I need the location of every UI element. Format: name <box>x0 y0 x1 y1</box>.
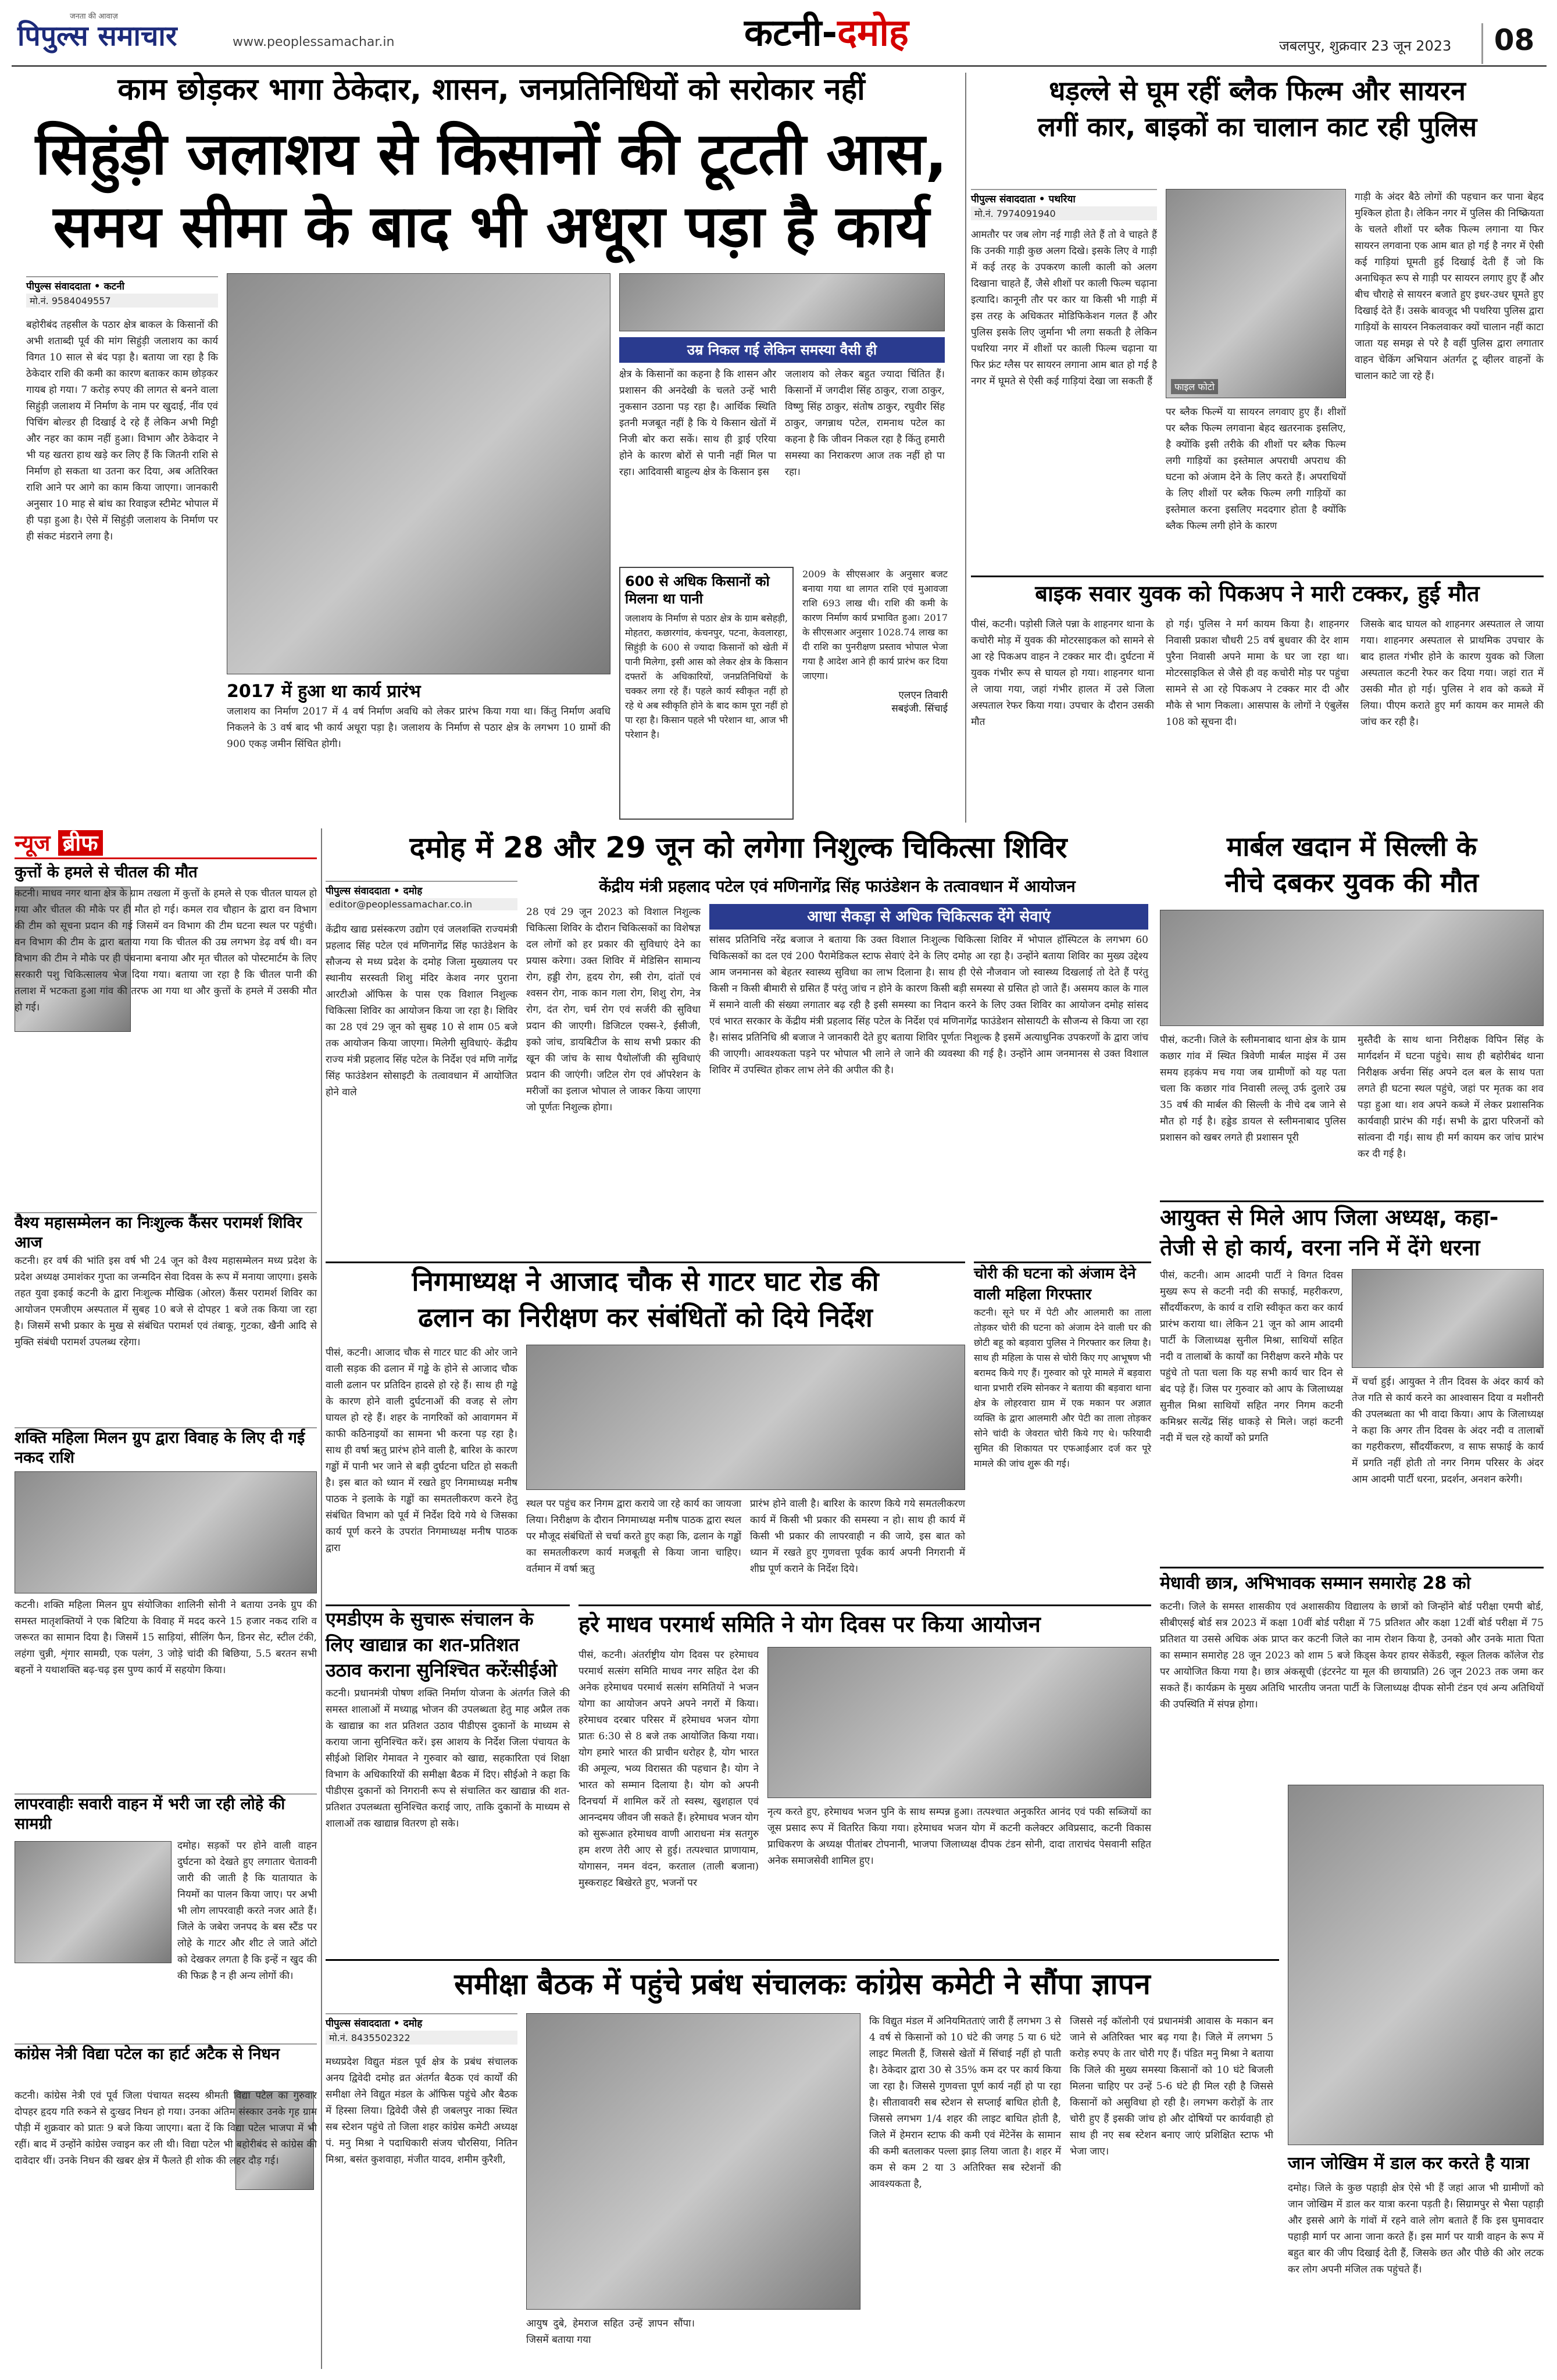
ayukt-story <box>1160 1200 1547 1561</box>
lead-col1: बहोरीबंद तहसील के पठार क्षेत्र बाकल के किसानों की अभी शताब्दी पूर्व की मांग सिहुंड़ी जलाशय का कार्य विगत 10 साल से बंद पड़ा है। बताया जा रहा है कि ठेकेदार राशि की कमी का कारण बताकर काम छोड़कर गायब हो गया। 7 करोड़ रुपए की लागत से बनने वाला सिहुंड़ी जलाशय में निर्माण के नाम पर खुदाई, नींव एवं पिचिंग बोल्डर ही दिखाई दे रहे हैं लेकिन अभी मिट्टी और नहर का काम नहीं हुआ। विभाग और ठेकेदार ने भी यह खतरा हाथ खड़े कर लिए हैं कि जितनी राशि से निर्माण हो सकता था उतना कर दिया, अब अतिरिक्त राशि आने पर आगे का काम किया जाएगा। जानकारी अनुसार 10 माह से बांध का रिवाइज स्टीमेट भोपाल में ही पड़ा हुआ है। ऐसे में सिहुंड़ी जलाशय के निर्माण पर ही संकट मंडराने लगा है। <box>26 319 222 542</box>
page-number: 08 <box>1481 23 1545 64</box>
health-byline-text: पीपुल्स संवाददाता • दमोह <box>326 885 423 897</box>
health-email[interactable]: editor@peoplessamachar.co.in <box>326 898 517 910</box>
lead-headline-1: सिहुंड़ी जलाशय से किसानों की टूटती आस, <box>35 120 948 188</box>
sirens-byline-text: पीपुल्स संवाददाता • पथरिया <box>971 194 1076 205</box>
yoga-story <box>578 1604 1155 1930</box>
lead-byline <box>26 276 218 308</box>
lead-headline-2: समय सीमा के बाद भी अधूरा पड़ा है कार्य <box>53 192 930 260</box>
pds-text: कटनी। प्रधानमंत्री पोषण शक्ति निर्माण योजना के अंतर्गत जिले की समस्त शालाओं में मध्याह्न भोजन की उपलब्धता हेतु माह अप्रैल तक के खाद्यान्न का शत प्रतिशत उठाव पीडीएस दुकानों के माध्यम से कराया जाना सुनिश्चित करें। इस आशय के निर्देश जिला पंचायत के सीईओ शिशिर गेमावत ने गुरुवार को खाद्य, सहकारिता एवं शिक्षा विभाग के अधिकारियों की समीक्षा बैठक में दिए। सीईओ ने कहा कि पीडीएस दुकानों को निगरानी रूप से संचालित कर खाद्यान्न की शत-प्रतिशत उपलब्धता सुनिश्चित कराई जाए, ताकि दुकानों के माध्यम से शालाओं तक खाद्यान्न वितरण हो सके। <box>326 1688 573 1829</box>
brief2-title: वैश्य महासम्मेलन का निःशुल्क कैंसर परामर्श शिविर आज <box>15 1214 302 1252</box>
pds-headline-1: एमडीएम के सुचारू संचालन के <box>326 1608 534 1630</box>
review-byline-text: पीपुल्स संवाददाता • दमोह <box>326 2018 423 2029</box>
lead-photo-caption: 2017 में हुआ था कार्य प्रारंभ <box>227 681 421 702</box>
health-box-text: सांसद प्रतिनिधि नरेंद्र बजाज ने बताया कि उक्त विशाल निःशुल्क चिकित्सा शिविर में भोपाल हॉस्पिटल के लगभग 60 चिकित्सकों का दल एवं 200 पैरामेडिकल स्टाफ सेवाएं देने के लिए दमोह आ रहा है। उन्होंने बताया शिविर का मुख्य उद्देश्य आम जनमानस को बेहतर स्वास्थ्य सुविधा का लाभ दिलाना है। साथ ही ऐसे नौजवान जो स्वास्थ्य दिखलाई तो देते हैं परंतु किसी न किसी बीमारी से ग्रसित हैं परंतु जांच न होने के कारण किसी बड़ी समस्या से ग्रसित हो जाते हैं। असमय काल के गाल में समाने वाली की संख्या लगातार बढ़ रही है इसी समस्या का निदान करने के लिए उक्त शिविर का आयोजन दमोह सांसद एवं भारत सरकार के केंद्रीय मंत्री प्रहलाद सिंह पटेल के निर्देश एवं मणिनागेंद्र फाउंडेशन सोसायटी के सौजन्य से किया जा रहा है। सांसद प्रतिनिधि श्री बजाज ने जानकारी देते हुए बताया शिविर पूर्णतः निशुल्क है इसमें अत्याधुनिक उपकरणों के द्वारा जांच की जाएगी। आवश्यकता पड़ने पर भोपाल भी लाने ले जाने की व्यवस्था की गई है। उन्होंने आम जनमानस से उक्त विशाल शिविर में उपस्थित होकर लाभ लेने की अपील की है। <box>709 934 1152 1076</box>
risk-text: दमोह। जिले के कुछ पहाड़ी क्षेत्र ऐसे भी हैं जहां आज भी ग्रामीणों को जान जोखिम में डाल कर यात्रा करना पड़ती है। सिग्रामपुर से भैसा पहाड़ी और इससे आगे के गांवों में रहने वाले लोग बताते हैं कि इस घुमावदार पहाड़ी मार्ग पर आना जाना करते हैं। इस मार्ग पर यात्री वाहन के रूप में बहुत बार की जीप दिखाई देती हैं, जिसके छत और पीछे की ओर लटक कर लोग अपनी मंजिल तक पहुंचते हैं। <box>1288 2182 1547 2275</box>
lead-photo-caption-box <box>227 680 614 820</box>
sirens-photo <box>1166 189 1346 398</box>
section-sep: - <box>822 12 838 55</box>
ayukt-photo <box>1352 1269 1544 1368</box>
health-subhead: केंद्रीय मंत्री प्रहलाद पटेल एवं मणिनागेंद्र सिंह फाउंडेशन के तत्वावधान में आयोजन <box>599 877 1076 896</box>
sirens-phone: मो.नं. 7974091940 <box>971 206 1157 220</box>
brief3-title: शक्ति महिला मिलन ग्रुप द्वारा विवाह के लिए दी गई नकद राशि <box>15 1429 305 1467</box>
marble-col2: मुस्तैदी के साथ थाना निरीक्षक विपिन सिंह के मार्गदर्शन में घटना पहुंचे। साथ ही बहोरीबंद थाना निरीक्षक अर्चना सिंह अपने दल बल के साथ पता लगते ही घटना स्थल पहुंचे, जहां पर मृतक का शव पड़ा हुआ था। शव अपने कब्जे में लेकर प्रशासनिक कार्यवाही प्रारंभ की गई। सभी के द्वारा परिजनों को सांत्वना दी गई। साथ ही मर्ग कायम कर जांच प्रारंभ कर दी गई है। <box>1358 1034 1547 1160</box>
brief1-title: कुत्तों के हमले से चीतल की मौत <box>15 863 198 881</box>
brief4-text: दमोह। सड़कों पर होने वाली वाहन दुर्घटना को देखते हुए लगातार चेतावनी जारी की जाती है कि यातायात के नियमों का पालन किया जाए। पर अभी भी लोग लापरवाही करते नजर आते हैं। जिले के जबेरा जनपद के बस स्टैंड पर लोहे के गाटर और शीट ले जाते ऑटो को देखकर लगता है कि इन्हें न खुद की की फिक्र है न ही अन्य लोगों की। <box>177 1840 320 1982</box>
brief5 <box>15 2043 320 2366</box>
brief2-text: कटनी। हर वर्ष की भांति इस वर्ष भी 24 जून को वैश्य महासम्मेलन मध्य प्रदेश के प्रदेश अध्यक्ष उमाशंकर गुप्ता का जन्मदिन सेवा दिवस के रूप में मनाया जाएगा। इसके तहत युवा इकाई कटनी के द्वारा निःशुल्क मौखिक (ओरल) कैंसर परामर्श शिविर का आयोजन एमजीएम अस्पताल में सुबह 10 बजे से दोपहर 1 बजे तक किया जा रहा है। जिसमें सभी प्रकार के मुख से संबंधित परामर्श एवं तंबाकू, गुटका, खैनी आदि से मुक्ति संबंधी परामर्श उपलब्ध रहेगा। <box>15 1255 320 1348</box>
risk-story <box>1288 1785 1547 2372</box>
nigam-photo <box>526 1345 965 1490</box>
medha-text: कटनी। जिले के समस्त शासकीय एवं अशासकीय विद्यालय के छात्रों को जिन्होंने बोर्ड परीक्षा एमपी बोर्ड, सीबीएसई बोर्ड सत्र 2023 में कक्षा 10वीं बोर्ड परीक्षा में 75 प्रतिशत और कक्षा 12वीं बोर्ड परीक्षा में 75 प्रतिशत या उससे अधिक अंक प्राप्त कर कटनी जिले का नाम रोशन किया है, उनको और उनके माता पिता का सम्मान समारोह 28 जून 2023 को शाम 5 बजे किड्स केयर हायर सेकेंडरी, स्कूल तिलक कॉलेज रोड पर आयोजित किया गया है। छात्र अंकसूची (इंटरनेट या मूल की छायाप्रति) 26 जून 2023 तक जमा कर सकते हैं। कार्यक्रम के मुख्य अतिथि भारतीय जनता पार्टी के जिलाध्यक्ष दीपक सोनी टंडन एवं अन्य अतिथियों की उपस्थिति में संपन्न होगा। <box>1160 1601 1547 1710</box>
sirens-headline-1: धड़ल्ले से घूम रहीं ब्लैक फिल्म और सायरन <box>1049 75 1466 106</box>
lead-box-engineer-role: सबइंजी. सिंचाई <box>891 703 948 714</box>
pds-story <box>326 1604 573 1953</box>
column-rule-2 <box>321 828 322 2369</box>
lead-byline-text: पीपुल्स संवाददाता • कटनी <box>26 281 125 292</box>
lead-phone: मो.नं. 9584049557 <box>26 294 218 308</box>
marble-story <box>1160 828 1547 1195</box>
brief4-photo <box>15 1841 172 1963</box>
brief5-text: कटनी। कांग्रेस नेत्री एवं पूर्व जिला पंचायत सदस्य श्रीमती विद्या पटेल का गुरुवार दोपहर हृदय गति रुकने से दुःखद निधन हो गया। उनका अंतिम संस्कार उनके गृह ग्राम पौड़ी में शुक्रवार को प्रातः 9 बजे किया जाएगा। बता दें कि विद्या पटेल भाजपा में भी रहीं। बाद में उन्होंने कांग्रेस ज्वाइन कर ली थी। विद्या पटेल भी बहोरीबंद से कांग्रेस की दावेदार थीं। उनके निधन की खबर क्षेत्र में फैलते ही शोक की लहर दौड़ गई। <box>15 2090 320 2167</box>
brief3-text: कटनी। शक्ति महिला मिलन ग्रुप संयोजिका शालिनी सोनी ने बताया उनके ग्रुप की समस्त मातृशक्तियों ने एक बिटिया के विवाह में मदद करने 15 हजार नकद राशि व जरूरत का सामान दिया है। जिसमें 15 साड़ियां, सीलिंग फैन, डिनर सेट, स्टील टंकी, लहंगा चुन्नी, शृंगार सामग्री, एक पलंग, 3 जोड़े चांदी की बिछिया, 5.5 बरतन सभी बहनों ने यथाशक्ति बढ़-चढ़ इस पुण्य कार्य में सहयोग किया। <box>15 1599 320 1676</box>
lead-box-farmers-text: जलाशय के निर्माण से पठार क्षेत्र के ग्राम बसेहड़ी, मोहतरा, कछारगांव, कंचनपुर, पटना, केवलारहा, सिहुंड़ी के 600 से ज्यादा किसानों को खेती में पानी मिलेगा, इसी आस को लेकर क्षेत्र के किसान दफ्तरों के अधिकारियों, जनप्रतिनिधियों के चक्कर लगा रहे हैं। पहले कार्य स्वीकृत नहीं हो रहे थे अब स्वीकृति होने के बाद काम पूरा नहीं हो पा रहा है। किसान पहले भी परेशान था, आज भी परेशान है। <box>625 613 791 740</box>
section-right: दमोह <box>837 12 909 55</box>
marble-col1: पीसं, कटनी। जिले के स्लीमनाबाद थाना क्षेत्र के ग्राम कछार गांव में स्थित त्रिवेणी मार्बल माइंस में उस समय हड़कंप मच गया जब ग्रामीणों को यह पता चला कि कछार गांव निवासी लल्लू उर्फ दुलारे उम्र 35 वर्ष की मार्बल की सिल्ली के नीचे दब जाने से मौत हो गई है। हड्डेड डायल से स्लीमनाबाद पुलिस प्रशासन को खबर लगते ही प्रशासन पूरी <box>1160 1034 1349 1143</box>
brief3-photo <box>15 1471 317 1593</box>
lead-col3: जलाशय को लेकर बहुत ज्यादा चिंतित हैं। किसानों में जगदीश सिंह ठाकुर, राजा ठाकुर, विष्णु सिंह ठाकुर, संतोष ठाकुर, रघुवीर सिंह ठाकुर, जगन्नाथ पटेल, रामनाथ पटेल का कहना है कि जीवन निकल रहा है किंतु हमारी समस्या का निराकरण आज तक नहीं हो पा रहा। <box>785 369 948 478</box>
sirens-story <box>971 73 1547 573</box>
lead-col2: क्षेत्र के किसानों का कहना है कि शासन और प्रशासन की अनदेखी के चलते उन्हें भारी नुकसान उठाना पड़ रहा है। आर्थिक स्थिति इतनी मजबूत नहीं है कि ये किसान खेतों में निजी बोर करा सकें। साथ ही ड्राई एरिया होने के कारण बोरों से पानी नहीं मिल पा रहा। आदिवासी बाहुल्य क्षेत्र के किसान इस <box>619 369 780 478</box>
brief1-text: कटनी। माधव नगर थाना क्षेत्र के ग्राम तखला में कुत्तों के हमले से एक चीतल घायल हो गया और चीतल की मौके पर ही मौत हो गई। कमल राव चौहान के द्वारा वन विभाग की टीम को सूचना प्रदान की गई जिसमें वन विभाग की टीम घटना स्थल पर पहुंची। वन विभाग की टीम के द्वारा बताया गया कि चीतल की उम्र लगभग डेढ़ वर्ष थी। वन विभाग की टीम ने मौके पर ही पंचनामा बनाया और मृत चीतल को पोस्टमार्टम के लिए सरकारी पशु चिकित्सालय भेज दिया गया। बताया जा रहा है कि चीतल पानी की तलाश में भटकता हुआ गांव की तरफ आ गया था और कुत्तों के हमले में उसकी मौत हो गई। <box>15 888 320 1013</box>
nigam-col2: प्रारंभ होने वाली है। बारिश के कारण किये गये समतलीकरण कार्य में किसी भी प्रकार की समस्या न हो। साथ ही कार्य में किसी भी प्रकार की लापरवाही न की जाये, इस बात को ध्यान में रखते हुए गुणवत्ता पूर्वक कार्य अपनी निगरानी में शीघ्र पूर्ण कराने के निर्देश दिये। <box>750 1498 969 1575</box>
brief2 <box>15 1212 320 1421</box>
nigam-headline-1: निगमाध्यक्ष ने आजाद चौक से गाटर घाट रोड की <box>412 1266 879 1297</box>
sirens-col3: गाड़ी के अंदर बैठे लोगों की पहचान कर पाना बेहद मुश्किल होता है। लेकिन नगर में पुलिस की निष्क्रियता के चलते शीशों पर ब्लैक फिल्म लगाना या फिर सायरन लगवाना एक आम बात हो गई है नगर में ऐसी कई गाड़ियां घूमती हुई दिखाई देती हैं जो कि अनाधिकृत रूप से गाड़ी पर सायरन लगाए हुए हैं और बीच चौराहे से सायरन बजाते हुए इधर-उधर घूमते हुए दिखाई देते हैं। उसके बावजूद भी पथरिया पुलिस द्वारा गाड़ियों के सायरन निकलवाकर क्यों चालान नहीं काटा जाता यह समझ से परे है वहीं पुलिस द्वारा लगातार वाहन चेकिंग अभियान अंतर्गत टू व्हीलर वाहनों के चालान काटे जा रहे हैं। <box>1355 191 1547 382</box>
health-story <box>326 828 1151 1256</box>
ayukt-col2: में चर्चा हुई। आयुक्त ने तीन दिवस के अंदर कार्य को तेज गति से कार्य करने का आश्वासन दिया व मशीनरी की उपलब्धता का भी वादा किया। आप के जिलाध्यक्ष ने कहा कि अगर तीन दिवस के अंदर नदी व तालाबों का गहरीकरण, सौंदर्यीकरण, व साफ सफाई के कार्य में प्रगति नहीं होती तो नगर निगम परिसर के अंदर आम आदमी पार्टी धरना, प्रदर्शन, अनशन करेगी। <box>1352 1376 1547 1485</box>
dateline: जबलपुर, शुक्रवार 23 जून 2023 <box>1279 38 1452 54</box>
marble-headline-2: नीचे दबकर युवक की मौत <box>1224 867 1479 898</box>
sirens-col1: आमतौर पर जब लोग नई गाड़ी लेते हैं तो वे चाहते हैं कि उनकी गाड़ी कुछ अलग दिखे। इसके लिए वे गाड़ी में कई तरह के उपकरण काली काली को अलग दिखाना चाहते हैं, जैसे शीशों पर काली फिल्म चढ़ाना इत्यादि। कानूनी तौर पर कार या किसी भी गाड़ी में इस तरह के अधिकतर मोडिफिकेशन गलत हैं और पुलिस इसके लिए जुर्माना भी लगा सकती है लेकिन पथरिया नगर में शीशों पर काली फिल्म चढ़ाना या फिर फ्रंट ग्लैस पर सायरन लगाना आम बात हो गई है नगर में घूमते से ऐसी कई गाड़ियां देखा जा सकती हैं <box>971 229 1160 387</box>
risk-photo <box>1288 1785 1544 2145</box>
nigam-story <box>326 1262 969 1599</box>
marble-headline-1: मार्बल खदान में सिल्ली के <box>1226 831 1477 862</box>
news-brief-b: ब्रीफ <box>58 830 103 856</box>
column-rule <box>965 73 966 823</box>
health-byline <box>326 881 517 910</box>
review-headline: समीक्षा बैठक में पहुंचे प्रबंध संचालकः कांग्रेस कमेटी ने सौंपा ज्ञापन <box>454 1967 1151 2001</box>
sirens-col2: पर ब्लैक फिल्में या सायरन लगवाए हुए हैं। शीशों पर ब्लैक फिल्म लगवाना बेहद खतरनाक इसलिए, है क्योंकि इसी तरीके की शीशों पर ब्लैक फिल्म लगी गाड़ियों का इस्तेमाल अपराधी अपराध की घटना को अंजाम देने के लिए करते हैं। अपराधियों के लिए शीशों पर ब्लैक फिल्म लगी गाड़ियों का इस्तेमाल करना इसलिए मददगार होता है क्योंकि ब्लैक फिल्म लगी होने के कारण <box>1166 406 1349 532</box>
section-left: कटनी <box>744 12 822 55</box>
nigam-cap: स्थल पर पहुंच कर निगम द्वारा कराये जा रहे कार्य का जायजा लिया। निरीक्षण के दौरान निगमाध्यक्ष मनीष पाठक द्वारा स्थल पर मौजूद संबंधितों से चर्चा करते हुए कहा कि, ढलान के गड्ढों का समतलीकरण कार्य मजबूती से किया जाना चाहिए। वर्तमान में वर्षा ऋतु <box>526 1498 745 1575</box>
review-photo <box>526 2013 860 2310</box>
health-headline: दमोह में 28 और 29 जून को लगेगा निशुल्क चिकित्सा शिविर <box>409 831 1067 864</box>
news-brief-column <box>15 828 320 2369</box>
lead-kicker: काम छोड़कर भागा ठेकेदार, शासन, जनप्रतिनिधियों को सरोकार नहीं <box>117 72 865 107</box>
news-brief-label <box>15 828 317 859</box>
lead-photo <box>227 273 610 674</box>
theft-headline: चोरी की घटना को अंजाम देने वाली महिला गिरफ्तार <box>974 1265 1136 1303</box>
review-byline <box>326 2013 517 2045</box>
theft-story <box>974 1262 1155 1599</box>
health-col1: केंद्रीय खाद्य प्रसंस्करण उद्योग एवं जलशक्ति राज्यमंत्री प्रहलाद सिंह पटेल एवं मणिनागेंद्र सिंह फाउंडेशन के सौजन्य से मध्य प्रदेश के दमोह जिला मुख्यालय पर स्थानीय सरस्वती शिशु मंदिर केशव नगर पुराना आरटीओ ऑफिस के पास एक विशाल निशुल्क चिकित्सा शिविर का आयोजन किया जा रहा है। शिविर का 28 एवं 29 जून को सुबह 10 से शाम 05 बजे तक आयोजन किया जाएगा। मिलेगी सुविधाएं- केंद्रीय राज्य मंत्री प्रहलाद सिंह पटेल के निर्देश एवं मणि नागेंद्र सिंह फाउंडेशन सोसाइटी के तत्वावधान में आयोजित होने वाले <box>326 924 521 1098</box>
health-col2: 28 एवं 29 जून 2023 को विशाल निशुल्क चिकित्सा शिविर के दौरान चिकित्सकों का विशेषज्ञ दल लोगों को हर प्रकार की सुविधाएं देने का प्रयास करेगा। उक्त शिविर में मेडिसिन सामान्य रोग, हड्डी रोग, हृदय रोग, स्त्री रोग, दांतों एवं श्वसन रोग, नाक कान गला रोग, शिशु रोग, नेत्र रोग, दंत रोग, चर्म रोग एवं सर्जरी की सुविधा प्रदान की जाएगी। डिजिटल एक्स-रे, ईसीजी, इको जांच, डायबिटीज के साथ सभी प्रकार की खून की जांच के साथ पैथोलॉजी की सुविधाएं प्रदान की जाएंगी। जटिल रोग एवं ऑपरेशन के मरीजों का इलाज भोपाल ले जाकर किया जाएगा जो पूर्णतः निशुल्क होगा। <box>526 906 704 1113</box>
review-col1: मध्यप्रदेश विद्युत मंडल पूर्व क्षेत्र के प्रबंध संचालक अनय द्विवेदी दमोह व्रत अंतर्गत बैठक एवं कार्यों की समीक्षा लेने विद्युत मंडल के ऑफिस पहुंचे और बैठक में हिस्सा लिया। द्विवेदी जैसे ही जबलपुर नाका स्थित सब स्टेशन पहुंचे तो जिला शहर कांग्रेस कमेटी अध्यक्ष पं. मनु मिश्रा ने पदाधिकारी संजय चौरसिया, नितिन मिश्रा, बसंत कुशवाहा, मंजीत यादव, शमीम कुरैशी, <box>326 2056 521 2165</box>
lead-box-engineer <box>802 567 951 820</box>
theft-text: कटनी। सूने घर में पेटी और आलमारी का ताला तोड़कर चोरी की घटना को अंजाम देने वाली घर की छोटी बहू को बड़वारा पुलिस ने गिरफ्तार कर लिया है। साथ ही महिला के पास से चोरी किए गए आभूषण भी बरामद किये गए हैं। गुरुवार को पूरे मामले में बड़वारा थाना प्रभारी रश्मि सोनकर ने बताया की बड़वारा थाना क्षेत्र के लोहरवारा ग्राम में एक मकान पर अज्ञात व्यक्ति के द्वारा आलमारी और पेटी का ताला तोड़कर सोने चांदी के जेवरात चोरी किये गए थे। फरियादी सुमित की शिकायत पर एफआईआर दर्ज कर पूरे मामले की जांच शुरू की गई। <box>974 1307 1155 1469</box>
yoga-col1: पीसं, कटनी। अंतर्राष्ट्रीय योग दिवस पर हरेमाधव परमार्थ सत्संग समिति माधव नगर सहित देश की अनेक हरेमाधव परमार्थ सत्संग समितियों ने भजन योगा का आयोजन अपने अपने नगरों में किया। हरेमाधव दरबार परिसर में हरेमाधव भजन योगा प्रातः 6:30 से 8 बजे तक आयोजित किया गया। योग हमारे भारत की प्राचीन धरोहर है, योग भारत की अमूल्य, भव्य विरासत की पहचान है। योग ने भारत को सम्मान दिलाया है। योग को अपनी दिनचर्या में शामिल करें तो स्वस्थ, खुशहाल एवं आनन्दमय जीवन जी सकते हैं। हरेमाधव भजन योग को सुरूआत हरेमाधव वाणी आराधना मंत्र सतगुरु हम शरण तेरी आए से हुई। तत्पश्चात प्राणायाम, योगासन, नमन वंदन, करताल (ताली बजाना) मुस्कराहट बिखेरते हुए, भजनों पर <box>578 1649 762 1889</box>
website[interactable]: www.peoplessamachar.in <box>233 35 395 49</box>
ayukt-headline-1: आयुक्त से मिले आप जिला अध्यक्ष, कहा- <box>1160 1205 1499 1230</box>
review-caption: आयुष दुबे, हेमराज सहित उन्हें ज्ञापन सौंपा। जिसमें बताया गया <box>526 2318 698 2346</box>
review-phone: मो.नं. 8435502322 <box>326 2031 517 2045</box>
sirens-photo-label: फाइल फोटो <box>1171 379 1218 394</box>
yoga-photo <box>767 1647 1151 1798</box>
marble-photo <box>1160 910 1544 1026</box>
pds-headline-3: उठाव कराना सुनिश्चित करेंःसीईओ <box>326 1659 558 1681</box>
sirens-byline <box>971 189 1157 220</box>
risk-headline: जान जोखिम में डाल कर करते है यात्रा <box>1288 2153 1530 2174</box>
health-box-title: आधा सैकड़ा से अधिक चिकित्सक देंगे सेवाएं <box>709 904 1148 930</box>
pds-headline-2: लिए खाद्यान्न का शत-प्रतिशत <box>326 1634 520 1656</box>
masthead <box>0 0 1557 67</box>
bike-col3: जिसके बाद घायल को शाहनगर अस्पताल ले जाया गया। शाहनगर अस्पताल से प्राथमिक उपचार के बाद हालत गंभीर होने के कारण युवक को जिला अस्पताल कटनी रेफर कर दिया गया। जहां रात में उसकी मौत हो गई। पुलिस ने शव को कब्जे में लिया। पीएम कराते हुए मर्ग कायम कर मामले की जांच कर रही है। <box>1360 619 1547 728</box>
lead-photo-text: जलाशय का निर्माण 2017 में 4 वर्ष निर्माण अवधि को लेकर प्रारंभ किया गया था। किंतु निर्माण अवधि निकलने के 3 वर्ष बाद भी कार्य अधूरा पड़ा है। जलाशय के निर्माण से पठार क्षेत्र के लगभग 10 ग्रामों की 900 एकड़ जमीन सिंचित होगी। <box>227 706 614 750</box>
yoga-headline: हरे माधव परमार्थ समिति ने योग दिवस पर किया आयोजन <box>578 1611 1041 1637</box>
lead-box-engineer-sign: एलएन तिवारी <box>898 689 948 701</box>
ayukt-col1: पीसं, कटनी। आम आदमी पार्टी ने विगत दिवस मुख्य रूप से कटनी नदी की सफाई, महरीकरण, सौंदर्यीकरण, के कार्य व राशि स्वीकृत करा कर कार्य प्रारंभ कराया था। लेकिन 21 जून को आम आदमी पार्टी के जिलाध्यक्ष सुनील मिश्रा, साथियों सहित नदी व तालाबों के कार्यों का निरीक्षण करने मौके पर पहुंचे तो पता चला कि यह सभी कार्य चार दिन से बंद पड़े हैं। जिस पर गुरुवार को आप के जिलाध्यक्ष सुनील मिश्रा साथियों सहित नगर निगम कटनी कमिश्नर सत्येंद्र सिंह धाकड़े से मिले। जहां कटनी नदी में चल रहे कार्यों को प्रगति <box>1160 1270 1347 1444</box>
health-box <box>709 904 1152 1253</box>
bike-headline: बाइक सवार युवक को पिकअप ने मारी टक्कर, हुई मौत <box>971 576 1544 610</box>
masthead-logo <box>17 10 227 54</box>
review-col2: कि विद्युत मंडल में अनियमितताएं जारी हैं लगभग 3 से 4 वर्ष से किसानों को 10 घंटे की जगह 5 या 6 घंटे लाइट मिलती हैं, जिससे खेतों में सिंचाई नहीं हो पाती है। ठेकेदार द्वारा 30 से 35% कम दर पर कार्य किया जा रहा है। जिससे गुणवत्ता पूर्ण कार्य नहीं हो पा रहा है। सीतावावरी सब स्टेशन से सप्लाई बाधित होती है, जिससे लगभग 1/4 शहर की लाइट बाधित होती है, जिले में हेमरान स्टाफ की कमी एवं मेंटेनेंस के सामान की कमी बतलाकर पल्ला झाड़ लिया जाता है। शहर में कम से कम 2 या 3 अतिरिक्त सब स्टेशनों की आवश्यकता है, <box>869 2016 1065 2190</box>
nigam-headline-2: ढलान का निरीक्षण कर संबंधितों को दिये निर्देश <box>418 1302 873 1333</box>
lead-box-farmers-title: 600 से अधिक किसानों को मिलना था पानी <box>625 573 770 607</box>
lead-box-engineer-text: 2009 के सीएसआर के अनुसार बजट बनाया गया था लागत राशि एवं मुआवजा राशि 693 लाख थी। राशि की कमी के कारण निर्माण कार्य प्रभावित हुआ। 2017 के सीएसआर अनुसार 1028.74 लाख का दी राशि का पुनरीक्षण प्रस्ताव भोपाल भेजा गया है आदेश आने ही कार्य प्रारंभ कर दिया जाएगा। <box>802 569 951 681</box>
logo-text: पिपुल्स समाचार <box>17 20 177 52</box>
lead-story <box>15 73 959 823</box>
lead-box-farmers <box>619 567 794 820</box>
medha-story <box>1160 1567 1547 1776</box>
lead-photo-2 <box>619 273 945 331</box>
section-title <box>744 13 909 53</box>
medha-headline: मेधावी छात्र, अभिभावक सम्मान समारोह 28 को <box>1160 1573 1471 1593</box>
nigam-col1: पीसं, कटनी। आजाद चौक से गाटर घाट की ओर जाने वाली सड़क की ढलान में गड्ढे के होने से आजाद चौक वाली ढलान पर प्रतिदिन हादसे हो रहे हैं। साथ ही गड्ढे के कारण होने वाली दुर्घटनाओं की वजह से लोग घायल हो रहे हैं। शहर के नागरिकों को आवागमन में काफी कठिनाइयों का सामना भी करना पड़ रहा है। साथ ही वर्षा ऋतु प्रारंभ होने वाली है, बारिश के कारण गड्ढों में पानी भर जाने से बड़ी दुर्घटना घटित हो सकती है। इस बात को ध्यान में रखते हुए निगमाध्यक्ष मनीष पाठक ने इलाके के गड्ढों का समतलीकरण करने हेतु संबंधित विभाग को पूर्व में निर्देश दिये गये थे जिसका कार्य पूर्ण करने के उपरांत निगमाध्यक्ष मनीष पाठक द्वारा <box>326 1347 521 1554</box>
logo-tagline: जनता की आवाज़ <box>70 12 118 21</box>
news-brief-a: न्यूज <box>15 830 51 856</box>
review-story <box>326 1959 1279 2372</box>
ayukt-headline-2: तेजी से हो कार्य, वरना ननि में देंगे धरना <box>1160 1235 1480 1260</box>
brief4 <box>15 1793 320 2038</box>
masthead-rule <box>12 65 1547 67</box>
review-col3: जिससे नई कॉलोनी एवं प्रधानमंत्री आवास के मकान बन जाने से अतिरिक्त भार बढ़ गया है। जिले में लगभग 5 करोड़ रुपए के तार चोरी गए हैं। पंडित मनु मिश्रा ने बताया कि जिले की मुख्य समस्या किसानों को 10 घंटे बिजली मिलना चाहिए पर उन्हें 5-6 घंटे ही मिल रही है जिससे किसानों को असुविधा हो रही है। लगभग करोड़ों के तार चोरी हुए हैं इसकी जांच हो और दोषियों पर कार्यवाही हो साथ ही नए सब स्टेशन बनाए जाएं प्रशिक्षित स्टाफ भी भेजा जाए। <box>1070 2016 1277 2157</box>
sirens-headline-2: लगीं कार, बाइकों का चालान काट रही पुलिस <box>1037 111 1477 142</box>
bike-col1: पीसं, कटनी। पड़ोसी जिले पन्ना के शाहनगर थाना के कचोरी मोड़ में युवक की मोटरसाइकल को सामने से आ रहे पिकअप वाहन ने टक्कर मार दी। दुर्घटना में युवक गंभीर रूप से घायल हो गया। शाहनगर थाना ले जाया गया, जहां गंभीर हालत में उसे जिला अस्पताल रेफर किया गया। उपचार के दौरान उसकी मौत <box>971 619 1158 728</box>
bike-story <box>971 576 1547 823</box>
bike-col2: हो गई। पुलिस ने मर्ग कायम किया है। शाहनगर निवासी प्रकाश चौधरी 25 वर्ष बुधवार की देर शाम पुरैना निवासी अपने मामा के घर जा रहा था। मोटरसाइकिल से जैसे ही वह कचोरी मोड़ पर पहुंचा सामने से आ रहे पिकअप ने टक्कर मार दी और मौके से भाग निकला। आसपास के लोगों ने एंबुलेंस 108 को सूचना दी। <box>1166 619 1352 728</box>
brief5-title: कांग्रेस नेत्री विद्या पटेल का हार्ट अटैक से निधन <box>15 2045 280 2063</box>
brief4-title: लापरवाहीः सवारी वाहन में भरी जा रही लोहे की सामग्री <box>15 1795 285 1833</box>
lead-subhead: उम्र निकल गई लेकिन समस्या वैसी ही <box>619 337 945 363</box>
yoga-col2: नृत्य करते हुए, हरेमाधव भजन पुनि के साथ सम्पन्न हुआ। तत्पश्चात अनुकरित आनंद एवं पकी सब्जियों का जूस प्रसाद रूप में वितरित किया गया। हरेमाधव भजन योग में कटनी कलेक्टर अविप्रसाद, कटनी विकास प्राधिकरण के अध्यक्ष पीतांबर टोपनानी, भाजपा जिलाध्यक्ष दीपक टंडन सोनी, दादा ताराचंद पेसवानी सहित अनेक समाजसेवी शामिल हुए। <box>767 1806 1155 1867</box>
brief3 <box>15 1427 320 1788</box>
